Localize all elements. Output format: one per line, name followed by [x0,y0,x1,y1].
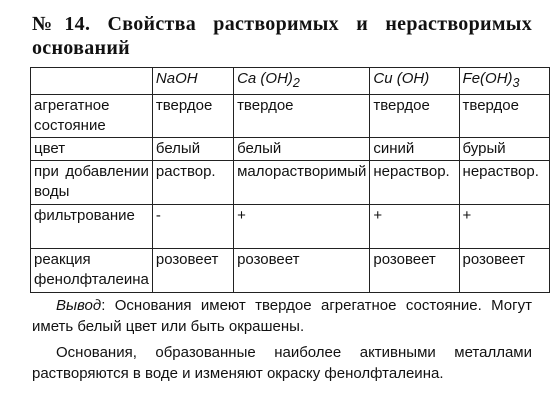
table-cell: твердое [234,95,370,138]
conclusion-lead: Вывод [56,297,102,314]
table-cell: твердое [370,95,459,138]
table-cell: твердое [459,95,549,138]
table-row [31,95,550,138]
row-label: фильтрование [31,205,153,249]
header-caoh2: Ca $(OH)_2$ [234,68,370,95]
table-cell: + [370,205,459,249]
table-cell: твердое [152,95,233,138]
table-cell: + [459,205,549,249]
conclusion-text: : Основания имеют твердое агрегатное состояние. Могут иметь белый цвет или быть окрашены. [32,297,532,335]
table-cell: нераствор. [459,161,549,205]
header-cell-empty [31,68,153,95]
header-cuoh: Cu (OH) [370,68,459,95]
table-row [31,138,550,161]
row-label: при добавлении воды [31,161,153,205]
properties-table [30,67,550,293]
table-cell: - [152,205,233,249]
table-cell: розовеет [234,249,370,293]
table-cell: синий [370,138,459,161]
table-cell: + [234,205,370,249]
header-naoh: NaOH [152,68,233,95]
table-cell: белый [152,138,233,161]
conclusion-paragraph [32,295,532,337]
table-cell: раствор. [152,161,233,205]
row-label: цвет [31,138,153,161]
explanation-paragraph: Основания, образованные наиболее активными металлами растворяются в воде и изменяют окраску фенолфталеина. [32,344,532,382]
table-cell: малорастворимый [234,161,370,205]
table-row [31,205,550,249]
table-cell: белый [234,138,370,161]
table-cell: нераствор. [370,161,459,205]
table-row [31,161,550,205]
row-label: агрегатное состояние [31,95,153,138]
exercise-title: №14. Свойства растворимых и нерастворимых оснований [32,13,532,59]
table-cell: розовеет [152,249,233,293]
table-cell: розовеет [459,249,549,293]
table-header-row [31,68,550,95]
row-label: реакция фенолфталеина [31,249,153,293]
table-cell: розовеет [370,249,459,293]
header-feoh3: $Fe(OH)_3$ [459,68,549,95]
table-cell: бурый [459,138,549,161]
table-row [31,249,550,293]
